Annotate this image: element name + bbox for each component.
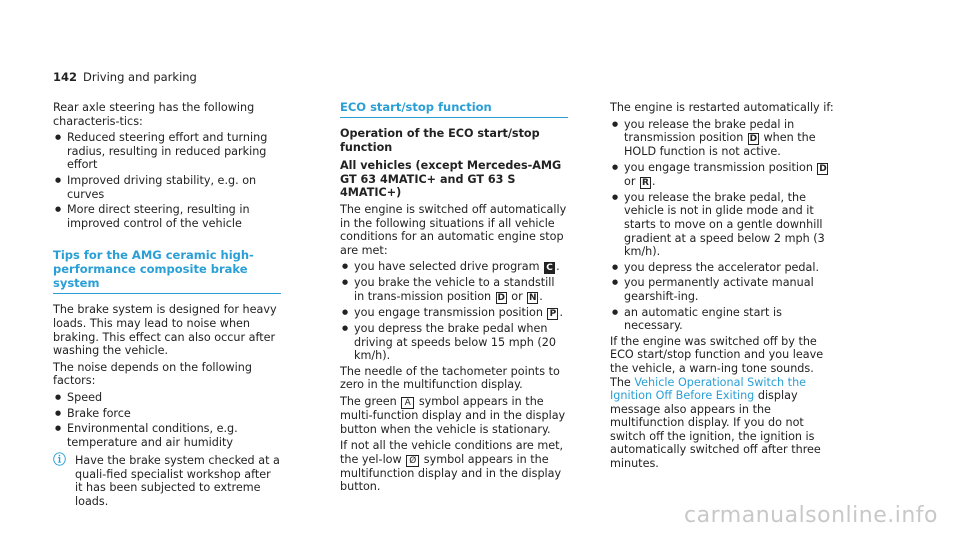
list-item: ● you depress the accelerator pedal. (610, 261, 838, 275)
position-r-symbol: R (640, 177, 651, 189)
list-item: ● you depress the brake pedal when driving at speeds below 15 mph (20 km/h). (340, 322, 568, 363)
eco-subheading: Operation of the ECO start/stop function (340, 127, 540, 154)
watermark: carmanualsonline.info (684, 503, 938, 529)
stop-conditions-list (340, 260, 568, 362)
needle-text: The needle of the tachometer points to zero in the multifunction display. (340, 364, 560, 392)
info-icon: ⓘ (53, 453, 67, 469)
rear-axle-list (53, 131, 281, 230)
eco-green-icon: A (401, 397, 414, 409)
info-note (53, 454, 281, 508)
column-right (610, 101, 838, 474)
tips-heading: Tips for the AMG ceramic high-performance composite brake system (53, 248, 281, 294)
eco-intro: The engine is switched off automatically in the following situations if all vehicle conditions for an automatic engine stop are met: (340, 202, 567, 257)
list-item: ● you brake the vehicle to a standstill in trans-mission position D or N . (340, 276, 568, 304)
final-paragraph: If the engine was switched off by the ECO start/stop function and you leave the vehicle, a warn-ing tone sounds. The Vehicle Operational Switch the Ignition Off Before Exiting display message also appears in the multifunction display. If you do not switch off the ignition, the ignition is automatically switched off after three minutes. (610, 334, 824, 471)
page-number: 142 (53, 70, 78, 84)
green-symbol-text: The green A symbol appears in the multi-function display and in the display button when the vehicle is stationary. (340, 394, 566, 436)
note-text: Have the brake system checked at a quali-fied specialist workshop after it has been subjected to extreme loads. (75, 454, 280, 509)
drive-program-c-symbol: C (544, 262, 555, 274)
position-p-symbol: P (547, 308, 558, 320)
list-item: ● Reduced steering effort and turning radius, resulting in reduced parking effort (53, 131, 281, 172)
list-item: ● Environmental conditions, e.g. temperature and air humidity (53, 422, 281, 449)
section-name: Driving and parking (83, 70, 197, 84)
list-item: ● you engage transmission position P . (340, 306, 568, 320)
eco-heading: ECO start/stop function (340, 100, 568, 118)
position-d-symbol: D (819, 163, 827, 174)
restart-conditions-list (610, 118, 838, 333)
list-item: ● you release the brake pedal, the vehicle is not in glide mode and it starts to move on a gentle downhill gradient at a speed below 2 mph (3 km/h). (610, 191, 838, 259)
list-item: ● you engage transmission position D or R . (610, 161, 838, 189)
list-item: ● an automatic engine start is necessary. (610, 306, 838, 333)
factors-list (53, 391, 281, 449)
rear-axle-intro: Rear axle steering has the following characteris-tics: (53, 101, 255, 128)
eco-yellow-icon: Ø (406, 455, 419, 467)
position-n-symbol: N (529, 292, 537, 303)
position-d-symbol: D (749, 134, 758, 145)
column-middle (340, 100, 568, 497)
list-item: ● Speed (53, 391, 281, 405)
list-item: ● you release the brake pedal in transmission position D when the HOLD function is not active. (610, 118, 838, 159)
list-item: ● More direct steering, resulting in improved control of the vehicle (53, 203, 281, 230)
noise-intro: The noise depends on the following factors: (53, 360, 252, 388)
list-item: ● Brake force (53, 407, 281, 421)
position-d-symbol: D (497, 292, 505, 303)
brake-paragraph: The brake system is designed for heavy loads. This may lead to noise when braking. This effect can also occur after washing the vehicle. (53, 303, 277, 358)
list-item: ● you have selected drive program C . (340, 260, 568, 274)
yellow-symbol-text: If not all the vehicle conditions are met, the yel-low Ø symbol appears in the multifunction display and in the display button. (340, 439, 564, 494)
list-item: ● Improved driving stability, e.g. on curves (53, 174, 281, 201)
list-item: ● you permanently activate manual gearshift-ing. (610, 276, 838, 303)
column-left (53, 101, 281, 509)
restart-intro: The engine is restarted automatically if: (610, 101, 834, 114)
page-header (53, 71, 197, 85)
vehicle-scope: All vehicles (except Mercedes-AMG GT 63 4MATIC+ and GT 63 S 4MATIC+) (340, 159, 562, 200)
display-message-name: Vehicle Operational Switch the Ignition Off Before Exiting (610, 375, 807, 403)
